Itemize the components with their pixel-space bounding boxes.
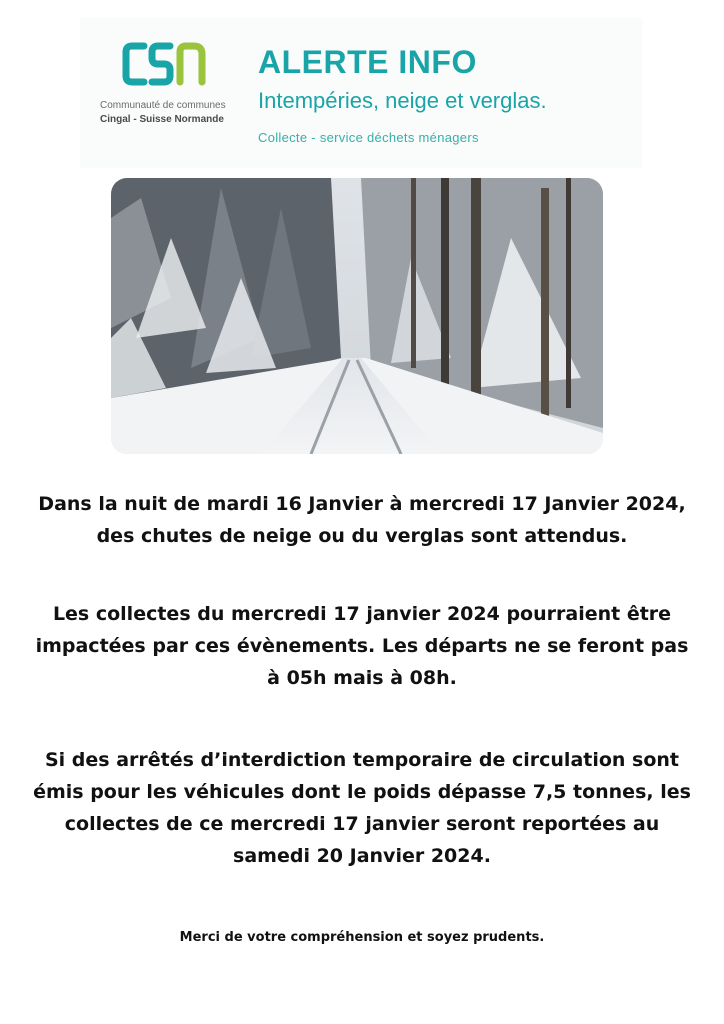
- paragraph-line: impactées par ces évènements. Les départs ne se feront pas: [35, 635, 689, 657]
- paragraph-line: émis pour les véhicules dont le poids dépasse 7,5 tonnes, les: [33, 781, 691, 803]
- paragraph-line: des chutes de neige ou du verglas sont attendus.: [96, 525, 628, 547]
- logo-subtitle-line1: Communauté de communes: [100, 100, 226, 111]
- paragraph-line: collectes de ce mercredi 17 janvier seront reportées au: [64, 813, 660, 835]
- csn-logo-mark: [122, 40, 212, 90]
- paragraph-line: à 05h mais à 08h.: [267, 667, 457, 689]
- paragraph-line: samedi 20 Janvier 2024.: [233, 845, 491, 867]
- paragraph-line: Les collectes du mercredi 17 janvier 2024 pourraient être: [52, 603, 672, 625]
- paragraph-snowfall: [20, 488, 704, 552]
- paragraph-collections: [20, 598, 704, 694]
- paragraph-line: Si des arrêtés d’interdiction temporaire de circulation sont: [44, 749, 680, 771]
- logo-subtitle-line2: Cingal - Suisse Normande: [100, 114, 224, 125]
- alert-subtitle: Intempéries, neige et verglas.: [258, 88, 547, 113]
- snowy-road-photo: [111, 178, 603, 454]
- closing-message: Merci de votre compréhension et soyez prudents.: [179, 930, 545, 945]
- alert-title: ALERTE INFO: [258, 44, 477, 80]
- paragraph-line: Dans la nuit de mardi 16 Janvier à mercredi 17 Janvier 2024,: [38, 493, 686, 515]
- paragraph-traffic-ban: [20, 744, 704, 872]
- csn-logo: [100, 40, 240, 130]
- service-label: Collecte - service déchets ménagers: [258, 130, 479, 145]
- snowy-forest-road-icon: [111, 178, 603, 454]
